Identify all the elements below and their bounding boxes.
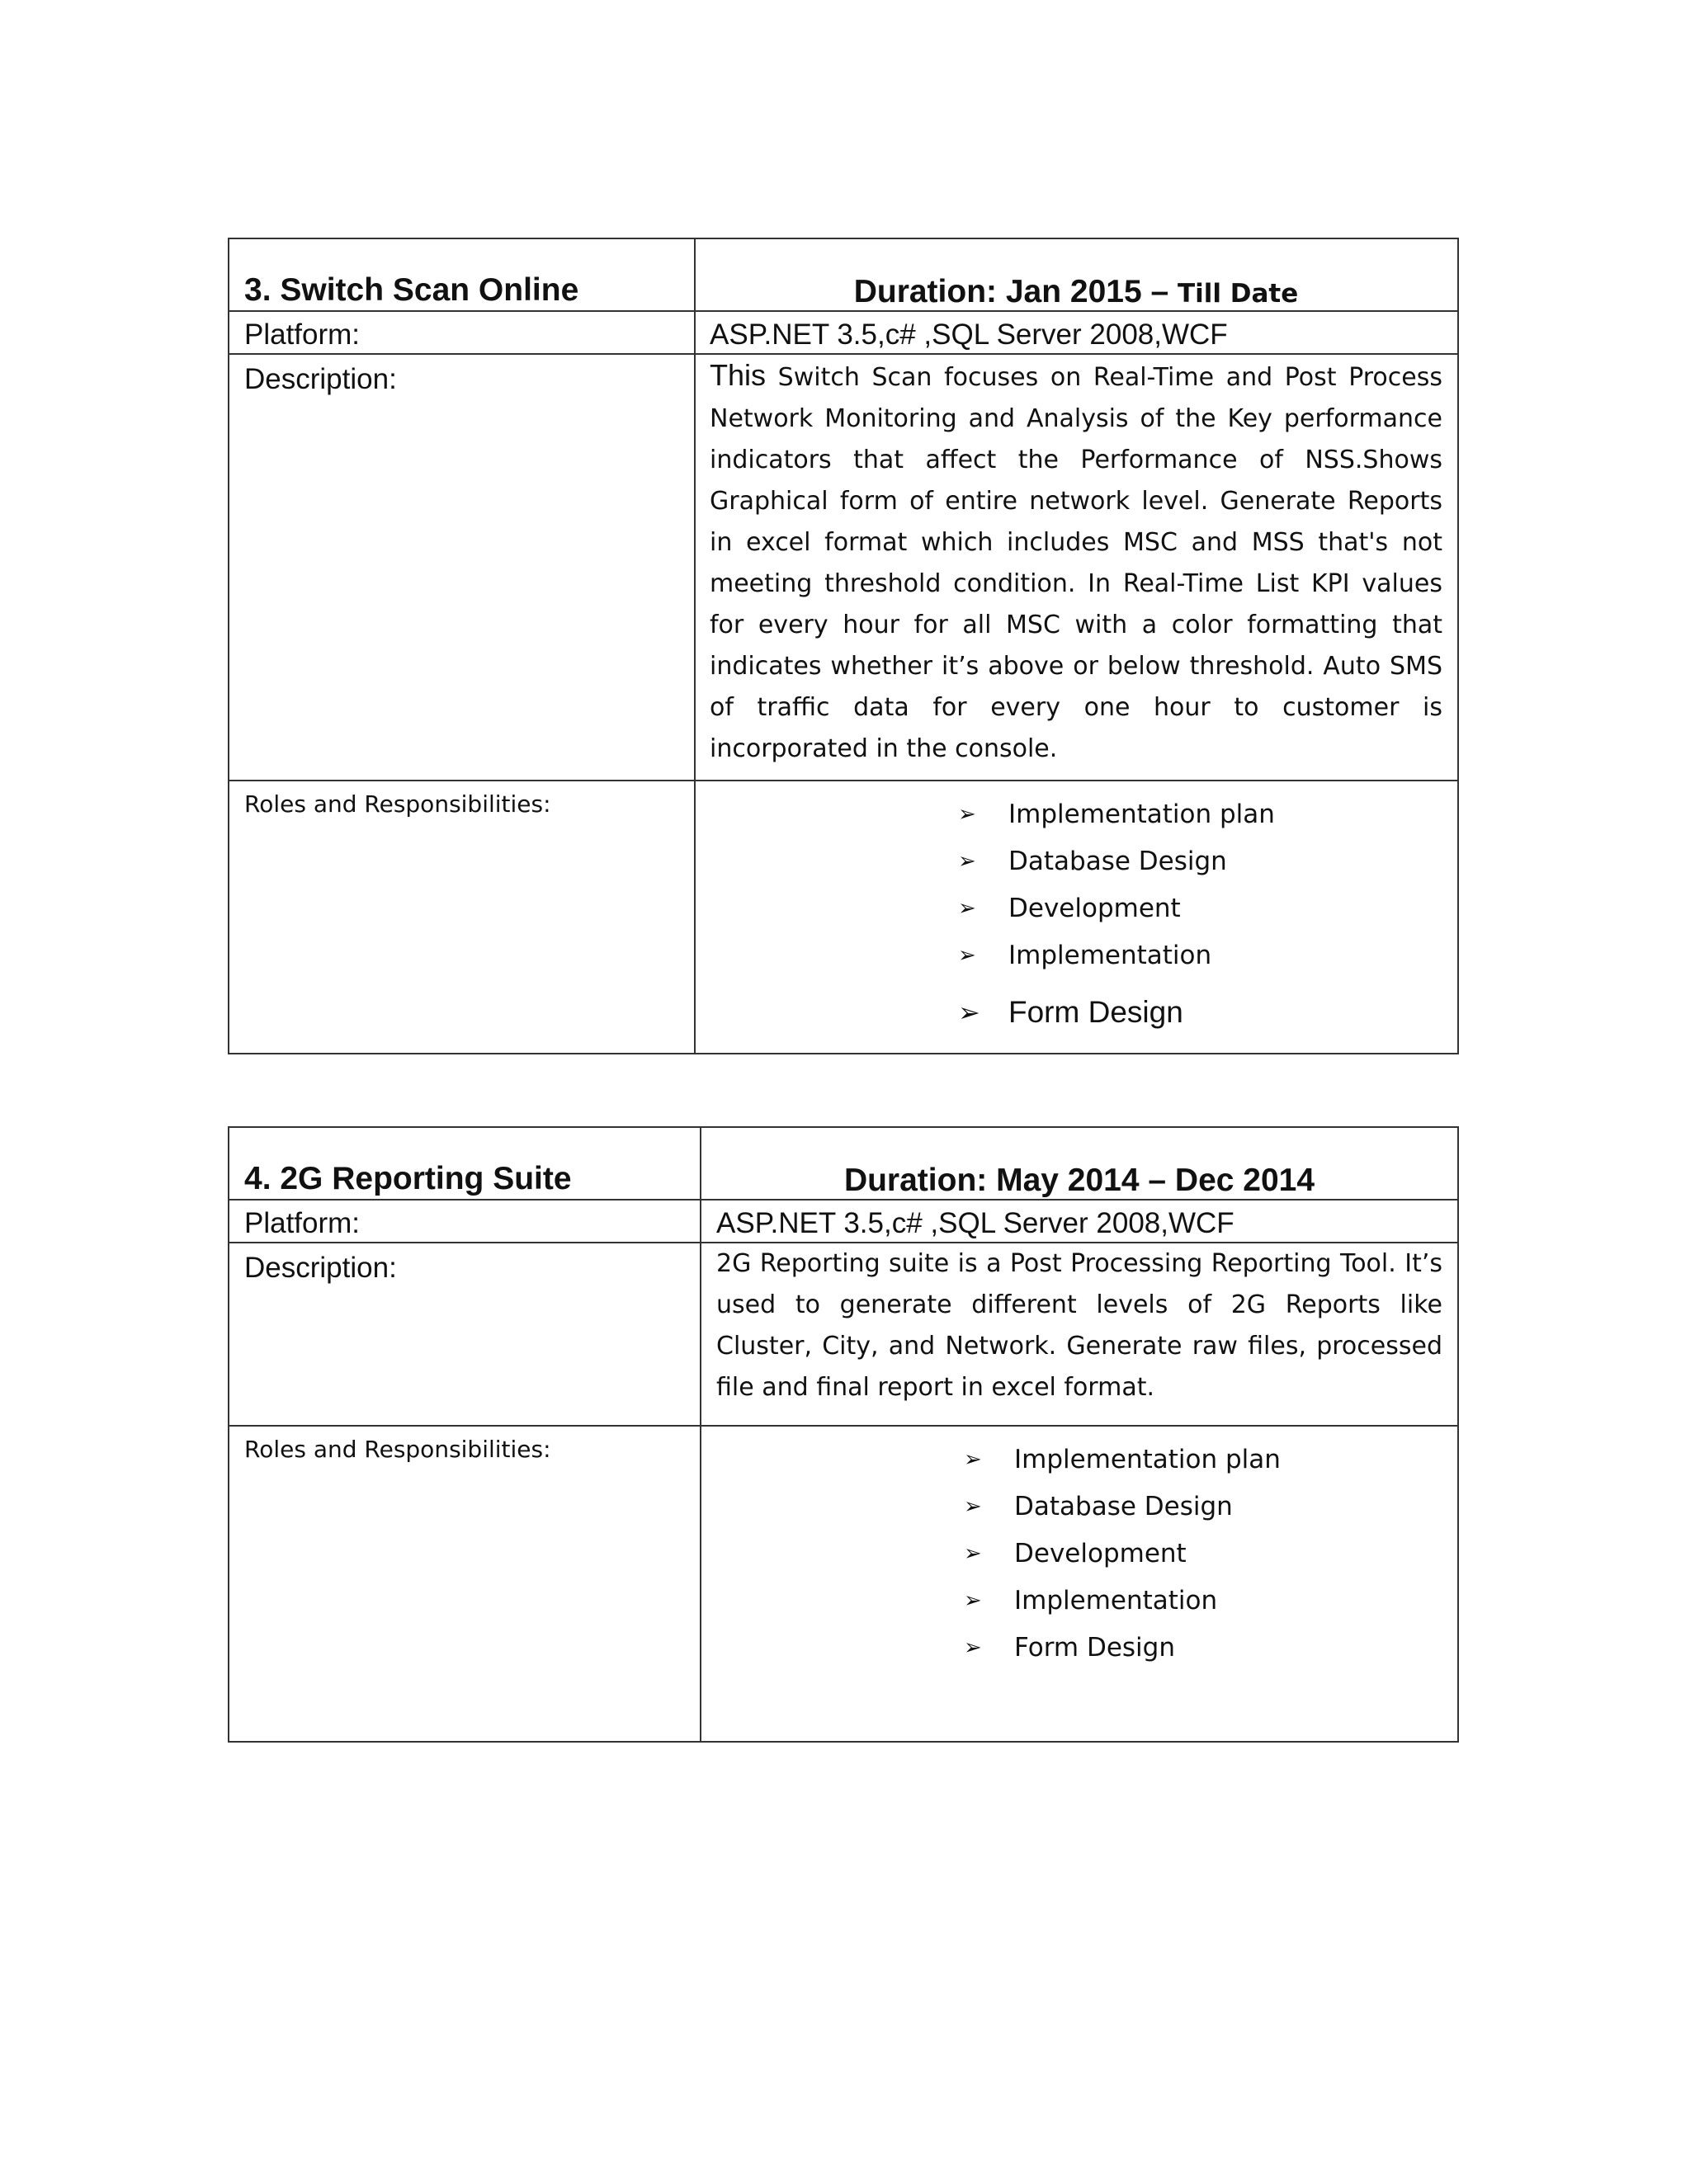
arrow-bullet-icon: ➢ bbox=[958, 943, 976, 968]
list-item bbox=[964, 1531, 1281, 1578]
description-label: Description: bbox=[244, 1252, 397, 1284]
description-text: 2G Reporting suite is a Post Processing Reporting Tool. It’s used to generate different levels of 2G Reports like Cluster, City, and Network. Generate raw files, processed file and final report in excel format. bbox=[716, 1249, 1442, 1402]
platform-value: ASP.NET 3.5,c# ,SQL Server 2008,WCF bbox=[710, 318, 1228, 351]
roles-label: Roles and Responsibilities: bbox=[244, 790, 551, 818]
role-text: Database Design bbox=[1008, 847, 1227, 876]
project-header-row bbox=[229, 1128, 1457, 1199]
project-header-row bbox=[229, 239, 1457, 310]
list-item bbox=[958, 885, 1275, 932]
list-item bbox=[964, 1484, 1281, 1531]
list-item bbox=[964, 1578, 1281, 1625]
list-item bbox=[964, 1625, 1281, 1672]
arrow-bullet-icon: ➢ bbox=[958, 802, 976, 827]
arrow-bullet-icon: ➢ bbox=[964, 1588, 982, 1613]
description-row bbox=[229, 353, 1457, 780]
list-item bbox=[958, 838, 1275, 885]
project-title: 4. 2G Reporting Suite bbox=[244, 1161, 572, 1196]
list-item bbox=[958, 979, 1275, 1037]
role-text: Development bbox=[1008, 894, 1181, 923]
duration-label: Duration: Jan 2015 – bbox=[853, 274, 1169, 309]
project-table-switch-scan bbox=[228, 238, 1459, 1054]
project-duration bbox=[716, 1163, 1442, 1199]
project-title: 3. Switch Scan Online bbox=[244, 272, 579, 308]
list-item bbox=[964, 1436, 1281, 1484]
arrow-bullet-icon: ➢ bbox=[964, 1447, 982, 1472]
role-text: Form Design bbox=[1014, 1633, 1175, 1663]
role-text: Form Design bbox=[1008, 995, 1183, 1029]
description-cell bbox=[710, 355, 1442, 770]
arrow-bullet-icon: ➢ bbox=[964, 1541, 982, 1566]
platform-row bbox=[229, 310, 1457, 353]
role-text: Implementation plan bbox=[1008, 800, 1275, 829]
list-item bbox=[958, 932, 1275, 979]
project-duration bbox=[710, 274, 1442, 310]
roles-list bbox=[958, 791, 1275, 1037]
role-text: Database Design bbox=[1014, 1492, 1233, 1521]
description-label: Description: bbox=[244, 363, 397, 395]
platform-value: ASP.NET 3.5,c# ,SQL Server 2008,WCF bbox=[716, 1207, 1234, 1239]
duration-suffix: Till Date bbox=[1168, 279, 1299, 309]
roles-row bbox=[229, 780, 1457, 1053]
description-row bbox=[229, 1242, 1457, 1425]
list-item bbox=[958, 791, 1275, 838]
description-first-word: This bbox=[710, 358, 767, 392]
platform-label: Platform: bbox=[244, 318, 361, 351]
description-text bbox=[710, 355, 1442, 770]
roles-list bbox=[964, 1436, 1281, 1672]
arrow-bullet-icon: ➢ bbox=[958, 998, 980, 1027]
roles-label: Roles and Responsibilities: bbox=[244, 1436, 551, 1463]
arrow-bullet-icon: ➢ bbox=[958, 849, 976, 874]
arrow-bullet-icon: ➢ bbox=[958, 896, 976, 921]
role-text: Development bbox=[1014, 1539, 1187, 1568]
platform-label: Platform: bbox=[244, 1207, 361, 1239]
description-body: Switch Scan focuses on Real-Time and Post Process Network Monitoring and Analysis of the Key performance indicators that affect the Performance of NSS.Shows Graphical form of entire network level. Generate Reports in excel format which includes MSC and MSS that's not meeting threshold condition. In Real-Time List KPI values for every hour for all MSC with a color formatting that indicates whether it’s above or below threshold. Auto SMS of traffic data for every one hour to customer is incorporated in the console. bbox=[710, 363, 1442, 763]
role-text: Implementation plan bbox=[1014, 1445, 1281, 1474]
roles-row bbox=[229, 1425, 1457, 1741]
role-text: Implementation bbox=[1008, 941, 1212, 970]
description-cell bbox=[716, 1243, 1442, 1408]
duration-label: Duration: May 2014 – Dec 2014 bbox=[843, 1163, 1315, 1198]
project-table-2g-reporting bbox=[228, 1126, 1459, 1743]
role-text: Implementation bbox=[1014, 1586, 1218, 1616]
arrow-bullet-icon: ➢ bbox=[964, 1635, 982, 1660]
platform-row bbox=[229, 1199, 1457, 1242]
arrow-bullet-icon: ➢ bbox=[964, 1494, 982, 1519]
